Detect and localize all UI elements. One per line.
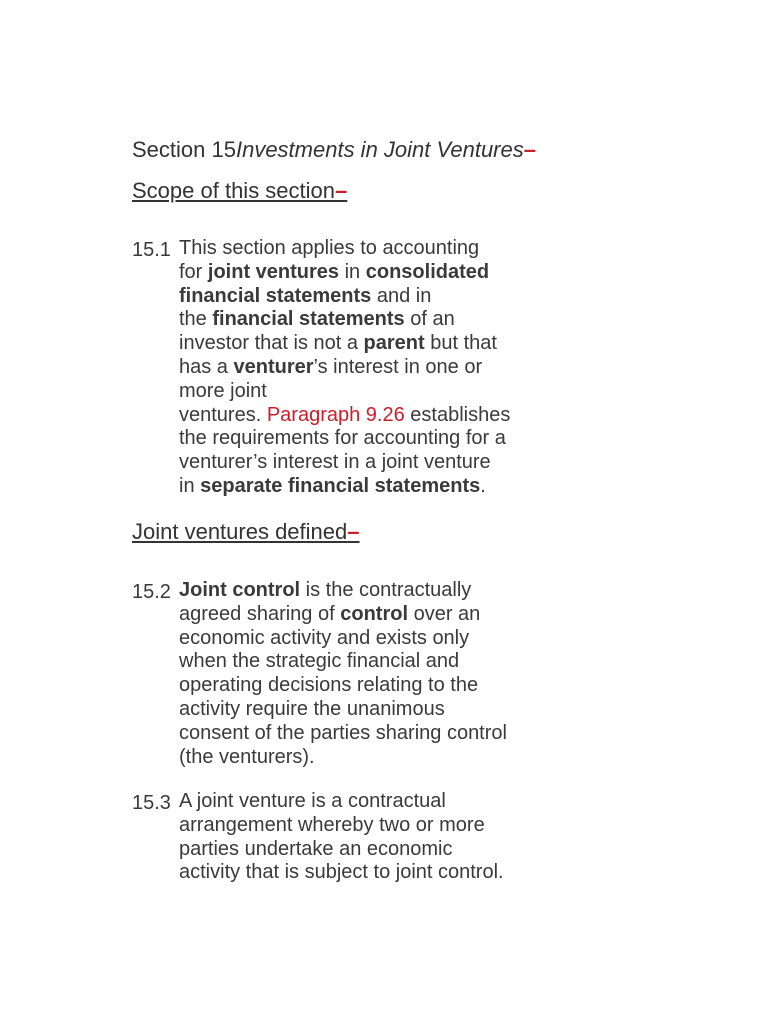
text-run: agreed sharing of — [179, 602, 341, 625]
paragraph-number: 15.1 — [132, 239, 171, 261]
text-run: economic activity and exists only — [179, 626, 470, 649]
paragraph-body — [179, 579, 559, 769]
text-run: A joint venture is a contractual — [179, 790, 446, 812]
text-run: activity require the unanimous — [179, 697, 445, 720]
scope-heading-text: Scope of this section — [132, 178, 336, 203]
defined-term[interactable]: Joint control — [179, 579, 301, 601]
defined-term[interactable]: consolidated — [365, 260, 490, 283]
text-run: in — [179, 474, 201, 497]
text-run: in — [339, 260, 366, 283]
section-title-prefix: Section 15 — [132, 137, 236, 162]
text-run: when the strategic financial and — [179, 650, 460, 673]
text-run: of an — [404, 308, 455, 331]
paragraph-line — [179, 627, 559, 651]
section-title-italic: Investments in Joint Ventures — [235, 137, 524, 162]
defined-term[interactable]: control — [340, 602, 409, 625]
defined-term[interactable]: separate financial statements — [200, 474, 481, 497]
text-run: investor that is not a — [179, 332, 364, 355]
paragraph-line — [179, 790, 559, 814]
paragraph-number: 15.3 — [132, 792, 171, 814]
text-run: the requirements for accounting for a — [179, 427, 506, 450]
paragraph-line — [179, 579, 559, 603]
paragraph-line — [179, 237, 559, 261]
text-run: but that — [424, 332, 497, 355]
joint-ventures-defined-heading — [132, 519, 360, 545]
paragraph-line — [179, 674, 559, 698]
text-run: arrangement whereby two or more — [179, 813, 485, 836]
text-run: parties undertake an economic — [179, 837, 453, 860]
defined-term[interactable]: financial statements — [212, 308, 405, 331]
paragraph-line — [179, 814, 559, 838]
scope-heading-dash: – — [335, 178, 348, 203]
defined-heading-text: Joint ventures defined — [132, 519, 348, 544]
paragraph-line — [179, 356, 559, 380]
text-run: operating decisions relating to the — [179, 674, 479, 697]
paragraph-line — [179, 285, 559, 309]
text-run: consent of the parties sharing control — [179, 721, 507, 744]
paragraph-line — [179, 838, 559, 862]
defined-term[interactable]: parent — [363, 332, 425, 355]
scope-heading — [132, 178, 347, 204]
paragraph-line — [179, 603, 559, 627]
paragraph-line — [179, 722, 559, 746]
paragraph-line — [179, 451, 559, 475]
text-run: and in — [371, 284, 432, 307]
paragraph-line — [179, 475, 559, 499]
text-run: ’s interest in one or — [313, 355, 483, 378]
paragraph-line — [179, 261, 559, 285]
paragraph-line — [179, 332, 559, 356]
paragraph-line — [179, 746, 559, 770]
paragraph-number: 15.2 — [132, 581, 171, 603]
paragraph-body — [179, 237, 559, 499]
paragraph-line — [179, 308, 559, 332]
section-title-dash: – — [523, 137, 536, 162]
text-run: establishes — [404, 403, 511, 426]
text-run: . — [480, 474, 486, 497]
text-run: is the contractually — [300, 579, 472, 601]
defined-heading-dash: – — [347, 519, 360, 544]
paragraph-body — [179, 790, 559, 885]
defined-term[interactable]: venturer — [233, 355, 314, 378]
paragraph-line — [179, 650, 559, 674]
text-run: activity that is subject to joint control. — [179, 861, 504, 884]
defined-term[interactable]: joint ventures — [207, 260, 340, 283]
text-run: more joint — [179, 379, 267, 402]
paragraph-line — [179, 380, 559, 404]
paragraph-link[interactable]: Paragraph 9.26 — [266, 403, 405, 426]
text-run: over an — [408, 602, 481, 625]
text-run: venturer’s interest in a joint venture — [179, 451, 491, 474]
text-run: for — [179, 260, 208, 283]
paragraph-line — [179, 404, 559, 428]
text-run: ventures. — [179, 403, 267, 426]
paragraph-line — [179, 698, 559, 722]
text-run: has a — [179, 355, 234, 378]
defined-term[interactable]: financial statements — [179, 284, 372, 307]
text-run: This section applies to accounting — [179, 237, 480, 259]
paragraph-line — [179, 861, 559, 885]
text-run: the — [179, 308, 213, 331]
section-title — [132, 137, 536, 163]
paragraph-line — [179, 427, 559, 451]
text-run: (the venturers). — [179, 745, 315, 768]
